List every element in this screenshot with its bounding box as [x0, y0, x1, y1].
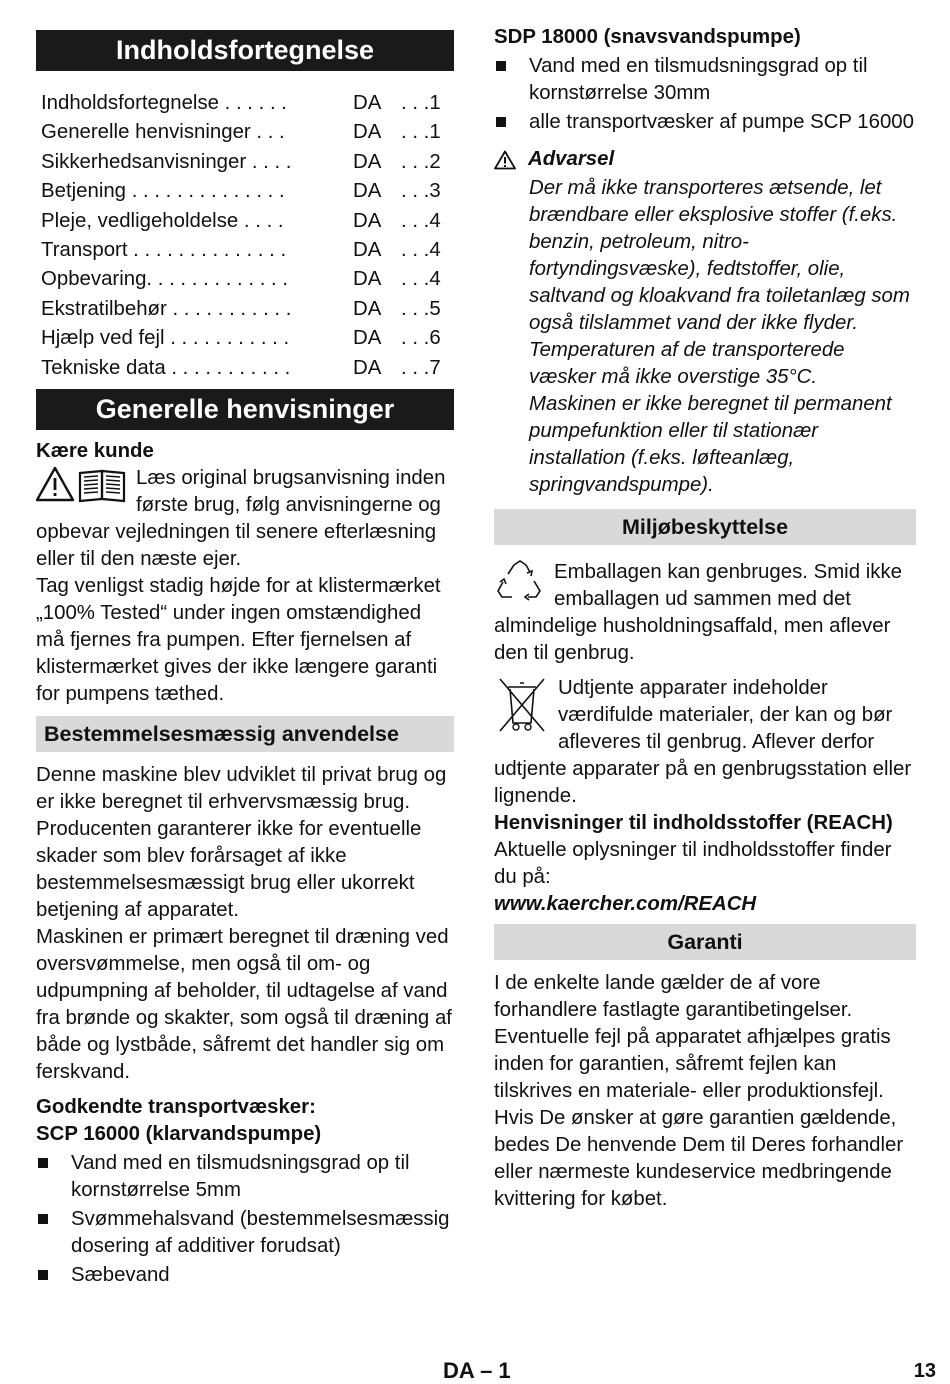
toc-lang: DA	[353, 150, 382, 173]
scp-list	[36, 1150, 454, 1289]
toc-title: Transport . . . . . . . . . . . . . .	[41, 238, 287, 261]
toc-header: Indholdsfortegnelse	[36, 30, 454, 71]
toc-page: . . .4	[401, 268, 441, 291]
toc-lang: DA	[353, 209, 382, 232]
toc-title: Indholdsfortegnelse . . . . . .	[41, 92, 287, 114]
toc-lang: DA	[353, 268, 382, 291]
intro-text: Læs original brugsanvisning inden første brug, følg anvisningerne og opbevar vejledningen til senere efterlæsning eller til den næste ejer.	[36, 466, 446, 570]
list-item: Sæbevand	[36, 1262, 454, 1289]
toc-row	[36, 89, 454, 118]
sdp-list	[494, 53, 916, 136]
toc-lang: DA	[353, 297, 382, 320]
toc-title: Generelle henvisninger . . .	[41, 121, 285, 144]
toc-lang: DA	[353, 180, 382, 203]
bullet-square-icon	[496, 117, 506, 127]
toc-page: . . .3	[401, 180, 441, 203]
toc-lang: DA	[353, 121, 382, 144]
scp-title: SCP 16000 (klarvandspumpe)	[36, 1122, 322, 1145]
list-item: Vand med en tilsmudsningsgrad op til kornstørrelse 5mm	[36, 1150, 454, 1204]
warning-manual-icon	[36, 465, 128, 503]
left-column	[36, 30, 454, 1289]
sdp-title: SDP 18000 (snavsvandspumpe)	[494, 26, 801, 48]
toc-title: Opbevaring. . . . . . . . . . . . .	[41, 268, 289, 291]
warranty-header: Garanti	[494, 924, 916, 960]
approved-fluids-title: Godkendte transportvæsker:	[36, 1095, 316, 1118]
toc-title: Hjælp ved fejl . . . . . . . . . . .	[41, 327, 290, 350]
warning-triangle-icon	[494, 150, 516, 170]
bullet-square-icon	[38, 1158, 48, 1168]
toc-page: . . .1	[401, 92, 441, 114]
toc-title: Betjening . . . . . . . . . . . . . .	[41, 180, 285, 203]
recycle-icon	[494, 559, 546, 605]
footer-lang-page: DA – 1	[443, 1358, 511, 1383]
toc-row	[36, 265, 454, 294]
toc-page: . . .4	[401, 209, 441, 232]
table-of-contents	[36, 89, 454, 383]
toc-row	[36, 207, 454, 236]
toc-title: Sikkerhedsanvisninger . . . .	[41, 150, 292, 173]
toc-row	[36, 295, 454, 324]
reach-text: Aktuelle oplysninger til indholdsstoffer finder du på:	[494, 839, 892, 888]
toc-page: . . .6	[401, 327, 441, 350]
toc-row	[36, 324, 454, 353]
crossed-bin-icon	[494, 675, 550, 733]
toc-row	[36, 354, 454, 383]
toc-row	[36, 148, 454, 177]
toc-row	[36, 118, 454, 147]
env-paragraph-1: Emballagen kan genbruges. Smid ikke emballagen ud sammen med det almindelige husholdningsaffald, men aflever den til genbrug.	[494, 561, 902, 664]
env-paragraph-2: Udtjente apparater indeholder værdifulde materialer, der kan og bør afleveres til genbrug. Aflever derfor udtjente apparater på en genbrugsstation eller lignende.	[494, 677, 912, 807]
intended-use-header: Bestemmelsesmæssig anvendelse	[36, 716, 454, 752]
toc-row	[36, 236, 454, 265]
toc-lang: DA	[353, 238, 382, 261]
bullet-square-icon	[38, 1214, 48, 1224]
right-column	[494, 24, 916, 1213]
reach-url: www.kaercher.com/REACH	[494, 893, 757, 915]
use-paragraph-3: Maskinen er primært beregnet til dræning ved oversvømmelse, men også til om- og udpumpning af beholder, til udtagelse af vand fra brønde og skakter, som også til dræning af både og lystbåde, såfremt det handler sig om ferskvand.	[36, 925, 452, 1083]
bullet-square-icon	[38, 1270, 48, 1280]
warning-paragraph-1: Der må ikke transporteres ætsende, let brændbare eller eksplosive stoffer (f.eks. benzin, petroleum, nitro-fortyndingsvæske), fedtstoffer, olie, saltvand og kloakvand fra toiletanlæg som også tilslammet vand der ikke flyder. Temperaturen af de transporterede væsker må ikke overstige 35°C.	[529, 177, 910, 388]
dear-customer: Kære kunde	[36, 439, 154, 462]
list-item: Svømmehalsvand (bestemmelsesmæssig dosering af additiver forudsat)	[36, 1206, 454, 1260]
toc-page: . . .5	[401, 297, 441, 320]
warning-title: Advarsel	[528, 148, 615, 170]
toc-title: Ekstratilbehør . . . . . . . . . . .	[41, 297, 292, 320]
warning-paragraph-2: Maskinen er ikke beregnet til permanent pumpefunktion eller til stationær installation (f.eks. løfteanlæg, springvandspumpe).	[529, 393, 892, 496]
sticker-text: Tag venligst stadig højde for at klistermærket „100% Tested“ under ingen omstændighed må fjernes fra pumpen. Efter fjernelsen af klistermærket gives der ikke længere garanti for pumpens tæthed.	[36, 574, 441, 705]
toc-page: . . .2	[401, 150, 441, 173]
toc-lang: DA	[353, 327, 382, 350]
toc-title: Tekniske data . . . . . . . . . . .	[41, 356, 291, 379]
list-item: alle transportvæsker af pumpe SCP 16000	[494, 109, 916, 136]
toc-lang: DA	[353, 92, 382, 114]
reach-title: Henvisninger til indholdsstoffer (REACH)	[494, 812, 893, 834]
general-header: Generelle henvisninger	[36, 389, 454, 430]
environment-header: Miljøbeskyttelse	[494, 509, 916, 545]
footer-page-number: 13	[913, 1360, 936, 1382]
toc-page: . . .4	[401, 238, 441, 261]
use-paragraph-2: Producenten garanterer ikke for eventuelle skader som blev forårsaget af ikke bestemmelsesmæssigt brug eller ukorrekt betjening af apparatet.	[36, 817, 422, 921]
toc-lang: DA	[353, 356, 382, 379]
toc-title: Pleje, vedligeholdelse . . . .	[41, 209, 284, 232]
bullet-square-icon	[496, 61, 506, 71]
use-paragraph-1: Denne maskine blev udviklet til privat brug og er ikke beregnet til erhvervsmæssig brug.	[36, 763, 447, 813]
toc-page: . . .1	[401, 121, 441, 144]
list-item: Vand med en tilsmudsningsgrad op til kornstørrelse 30mm	[494, 53, 916, 107]
toc-page: . . .7	[401, 356, 441, 379]
toc-row	[36, 177, 454, 206]
warning-heading	[494, 148, 916, 171]
warranty-text: I de enkelte lande gælder de af vore forhandlere fastlagte garantibetingelser. Eventuelle fejl på apparatet afhjælpes gratis inden for garantien, såfremt fejlen kan tilskrives en materiale- eller produktionsfejl. Hvis De ønsker at gøre garantien gældende, bedes De henvende Dem til Deres forhandler eller nærmeste kundeservice medbringende kvittering for købet.	[494, 972, 904, 1210]
